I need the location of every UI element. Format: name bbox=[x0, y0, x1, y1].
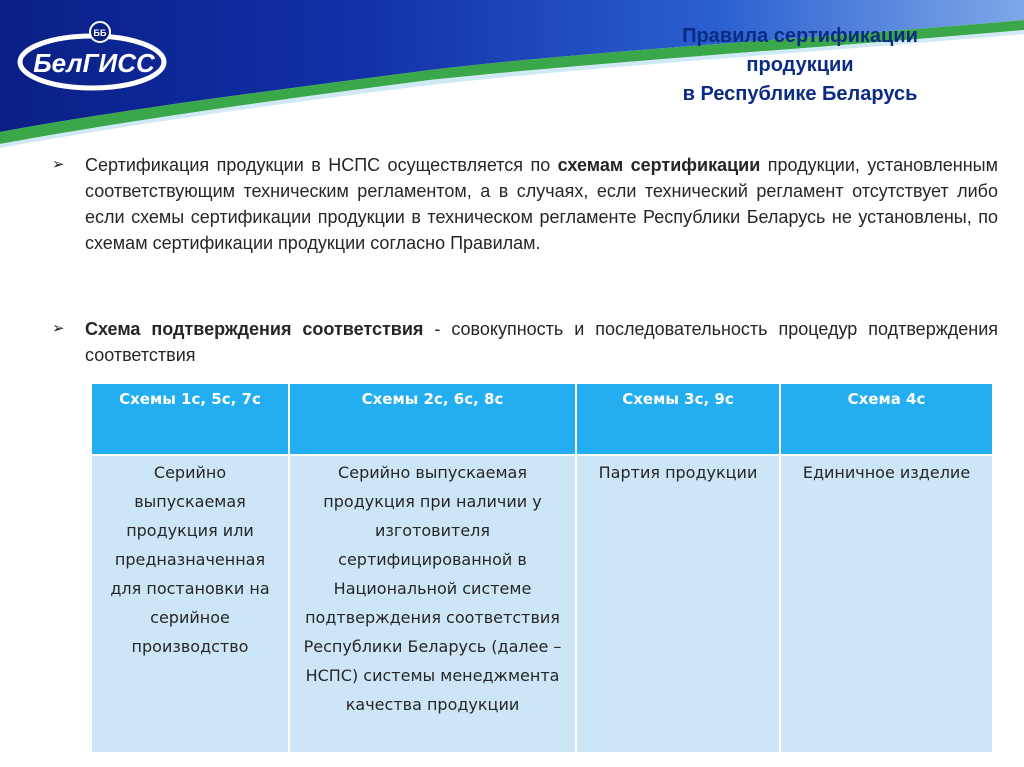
bullet-text: Сертификация продукции в НСПС осуществляется по схемам сертификации продукции, установленным соответствующим техническим регламентом, а в случаях, если технический регламент отсутствует либо если схемы сертификации продукции в техническом регламенте Республики Беларусь не установлены, по схемам сертификации продукции согласно Правилам. bbox=[85, 155, 998, 253]
header-cell: Схемы 3с, 9с bbox=[576, 384, 780, 455]
table-cell: Серийно выпускаемая продукция при наличии у изготовителя сертифицированной в Национальной системе подтверждения соответствия Республики Беларусь (далее – НСПС) системы менеджмента качества продукции bbox=[289, 455, 576, 752]
table-row bbox=[92, 455, 992, 752]
bullet-conformity-scheme bbox=[52, 316, 998, 368]
title-line-1: Правила сертификации bbox=[682, 25, 918, 47]
logo-emblem-text: ББ bbox=[93, 28, 107, 38]
page-title bbox=[590, 22, 1010, 109]
table-cell: Единичное изделие bbox=[780, 455, 992, 752]
title-line-3: в Республике Беларусь bbox=[682, 83, 918, 105]
schemes-table bbox=[92, 384, 992, 752]
table-cell: Серийно выпускаемая продукция или предназначенная для постановки на серийное производство bbox=[92, 455, 289, 752]
table-cell: Партия продукции bbox=[576, 455, 780, 752]
bullet-text: Схема подтверждения соответствия - совокупность и последовательность процедур подтверждения соответствия bbox=[85, 319, 998, 365]
arrow-bullet-icon: ➢ bbox=[52, 156, 65, 173]
bullet-certification-schemes bbox=[52, 152, 998, 256]
logo-text: БелГИСС bbox=[33, 48, 155, 78]
table-header-row bbox=[92, 384, 992, 455]
header-cell: Схемы 2с, 6с, 8с bbox=[289, 384, 576, 455]
arrow-bullet-icon: ➢ bbox=[52, 320, 65, 337]
belgiss-logo bbox=[14, 20, 174, 100]
header-cell: Схемы 1с, 5с, 7с bbox=[92, 384, 289, 455]
header-cell: Схема 4с bbox=[780, 384, 992, 455]
title-line-2: продукции bbox=[746, 54, 854, 76]
